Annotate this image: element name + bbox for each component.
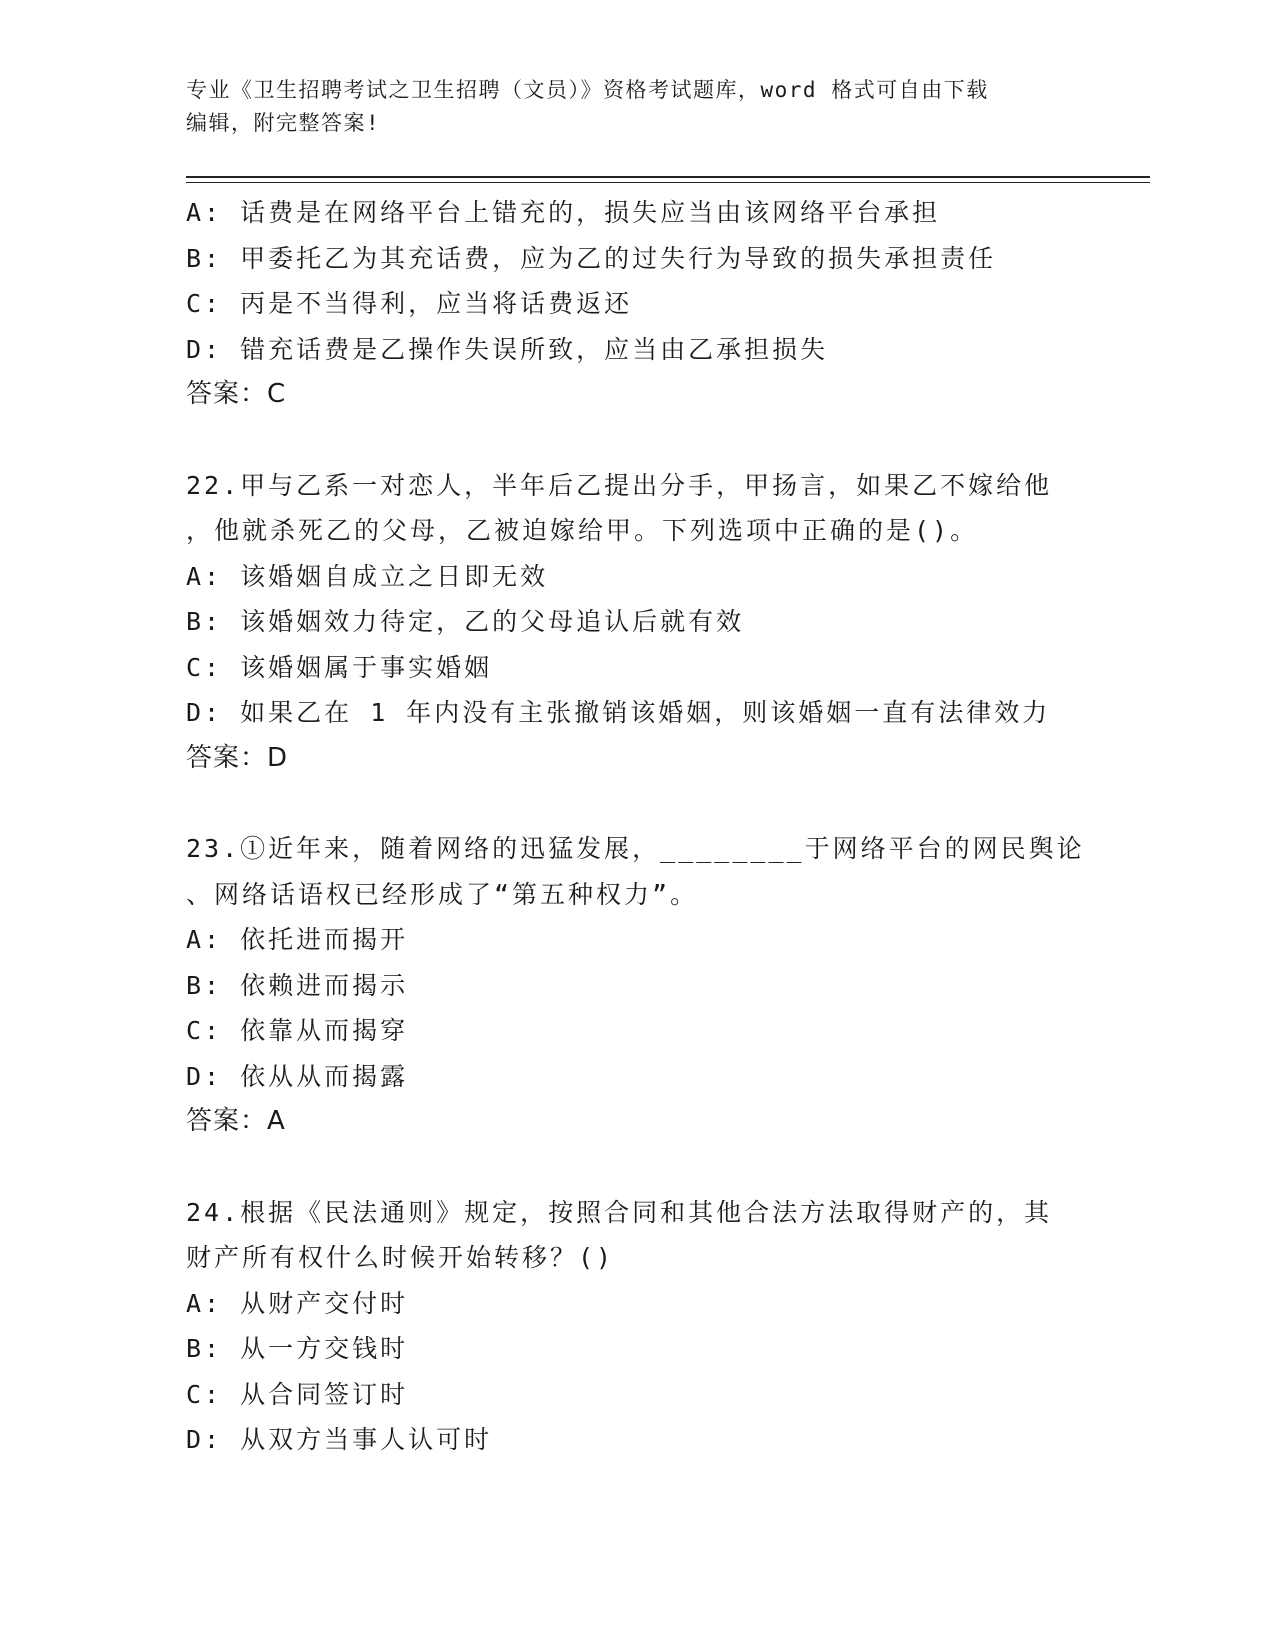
option-d: D: 错充话费是乙操作失误所致，应当由乙承担损失 xyxy=(186,334,829,364)
header-line-1: 专业《卫生招聘考试之卫生招聘（文员）》资格考试题库，word 格式可自由下载 xyxy=(186,78,989,102)
question-24 xyxy=(186,1190,1086,1463)
option-b: B: 从一方交钱时 xyxy=(186,1334,409,1363)
header-divider-thin xyxy=(186,182,1150,183)
question-23 xyxy=(186,826,1086,1145)
question-text-line-2: 、网络话语权已经形成了“第五种权力”。 xyxy=(186,879,699,909)
header-line-2: 编辑，附完整答案! xyxy=(186,111,381,135)
option-a: A: 依托进而揭开 xyxy=(186,925,409,954)
answer-label: 答案：D xyxy=(186,742,289,773)
option-a: A: 该婚姻自成立之日即无效 xyxy=(186,561,549,591)
option-b: B: 依赖进而揭示 xyxy=(186,970,409,1000)
option-b: B: 甲委托乙为其充话费，应为乙的过失行为导致的损失承担责任 xyxy=(186,243,997,273)
question-text-line-1: 24.根据《民法通则》规定，按照合同和其他合法方法取得财产的，其 xyxy=(186,1197,1053,1227)
question-text-line-1: 22.甲与乙系一对恋人，半年后乙提出分手，甲扬言，如果乙不嫁给他 xyxy=(186,470,1053,500)
answer-label: 答案：C xyxy=(186,379,287,409)
question-22 xyxy=(186,463,1086,782)
option-d: D: 依从从而揭露 xyxy=(186,1061,409,1091)
question-text-line-1: 23.①近年来，随着网络的迅猛发展，________于网络平台的网民舆论 xyxy=(186,834,1085,863)
option-c: C: 丙是不当得利，应当将话费返还 xyxy=(186,289,633,318)
option-d: D: 从双方当事人认可时 xyxy=(186,1425,493,1454)
option-c: C: 依靠从而揭穿 xyxy=(186,1016,409,1045)
option-c: C: 该婚姻属于事实婚姻 xyxy=(186,652,493,682)
question-21 xyxy=(186,190,1086,418)
header-divider-thick xyxy=(186,176,1150,178)
document-header xyxy=(186,74,1086,140)
answer-label: 答案：A xyxy=(186,1106,286,1136)
option-a: A: 从财产交付时 xyxy=(186,1288,409,1318)
question-text-line-2: ，他就杀死乙的父母，乙被迫嫁给甲。下列选项中正确的是()。 xyxy=(186,516,979,545)
question-text-line-2: 财产所有权什么时候开始转移？() xyxy=(186,1243,615,1272)
question-list xyxy=(186,190,1086,1463)
option-d: D: 如果乙在 1 年内没有主张撤销该婚姻，则该婚姻一直有法律效力 xyxy=(186,698,1051,727)
option-c: C: 从合同签订时 xyxy=(186,1379,409,1409)
option-a: A: 话费是在网络平台上错充的，损失应当由该网络平台承担 xyxy=(186,198,941,227)
option-b: B: 该婚姻效力待定，乙的父母追认后就有效 xyxy=(186,607,745,636)
